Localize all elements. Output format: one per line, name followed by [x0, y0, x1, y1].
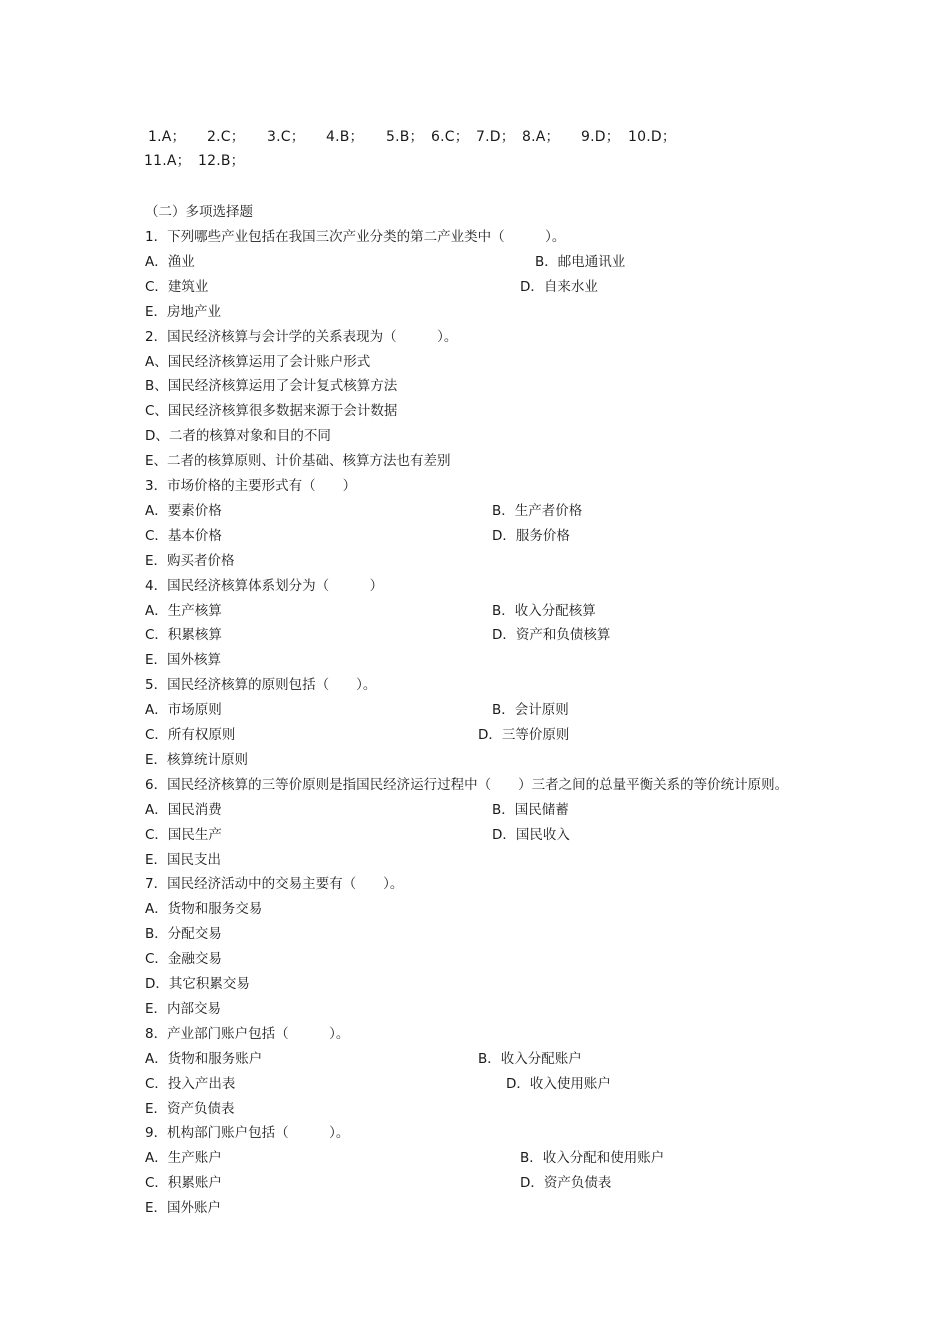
question-stem: 9．机构部门账户包括（ ）。 — [145, 1125, 350, 1142]
option-text: B．收入分配和使用账户 — [520, 1150, 665, 1167]
option-text: A、国民经济核算运用了会计账户形式 — [145, 353, 371, 370]
question-stem: 4．国民经济核算体系划分为（ ） — [145, 577, 384, 594]
section-title: （二）多项选择题 — [145, 204, 253, 220]
option-text: E．国民支出 — [145, 851, 222, 868]
option-text: D．资产负债表 — [520, 1175, 612, 1192]
option-text: E．核算统计原则 — [145, 751, 249, 768]
option-text: C．所有权原则 — [145, 727, 236, 743]
option-text: D．三等价原则 — [478, 727, 570, 743]
answer-item: 4.B； — [326, 129, 364, 145]
option-text: D．资产和负债核算 — [492, 627, 611, 644]
option-text: C．投入产出表 — [145, 1075, 236, 1092]
option-text: E．国外账户 — [145, 1200, 222, 1217]
option-text: E．购买者价格 — [145, 552, 235, 569]
answer-item: 8.A； — [522, 129, 560, 145]
option-text: A．要素价格 — [145, 502, 222, 519]
option-text: A．货物和服务交易 — [145, 901, 263, 918]
answer-item: 7.D； — [476, 129, 515, 145]
option-text: C．基本价格 — [145, 527, 222, 544]
option-text: C．建筑业 — [145, 278, 209, 295]
option-text: B．生产者价格 — [492, 502, 583, 519]
option-text: D．其它积累交易 — [145, 976, 250, 992]
option-text: A．货物和服务账户 — [145, 1050, 263, 1067]
answer-item: 5.B； — [386, 129, 424, 145]
option-text: C、国民经济核算很多数据来源于会计数据 — [145, 403, 398, 420]
answer-item: 6.C； — [431, 129, 469, 145]
option-text: B．会计原则 — [492, 702, 569, 719]
option-text: A．生产核算 — [145, 602, 222, 619]
option-text: D．自来水业 — [520, 278, 598, 295]
answer-item: 11.A； — [144, 153, 191, 169]
option-text: E．内部交易 — [145, 1000, 222, 1017]
option-text: B、国民经济核算运用了会计复式核算方法 — [145, 378, 398, 395]
answer-item: 2.C； — [207, 129, 245, 145]
option-text: A．渔业 — [145, 253, 195, 270]
answer-item: 1.A； — [148, 129, 186, 145]
answer-item: 3.C； — [267, 129, 305, 145]
option-text: E．资产负债表 — [145, 1100, 235, 1117]
answer-item: 9.D； — [581, 129, 620, 145]
option-text: D、二者的核算对象和目的不同 — [145, 428, 331, 445]
option-text: B．分配交易 — [145, 926, 222, 943]
question-stem: 7．国民经济活动中的交易主要有（ ）。 — [145, 876, 404, 893]
option-text: E．国外核算 — [145, 652, 222, 669]
question-stem: 3．市场价格的主要形式有（ ） — [145, 478, 357, 494]
option-text: D．收入使用账户 — [506, 1075, 611, 1092]
option-text: D．服务价格 — [492, 527, 570, 544]
option-text: B．收入分配核算 — [492, 602, 596, 619]
option-text: B．收入分配账户 — [478, 1050, 582, 1067]
option-text: D．国民收入 — [492, 826, 570, 843]
question-stem: 8．产业部门账户包括（ ）。 — [145, 1025, 350, 1042]
option-text: A．生产账户 — [145, 1150, 222, 1167]
option-text: C．积累账户 — [145, 1175, 222, 1192]
option-text: C．积累核算 — [145, 627, 222, 644]
answer-item: 10.D； — [628, 129, 677, 145]
option-text: E、二者的核算原则、计价基础、核算方法也有差别 — [145, 453, 451, 470]
option-text: A．国民消费 — [145, 801, 222, 818]
answer-item: 12.B； — [198, 153, 245, 169]
option-text: A．市场原则 — [145, 702, 222, 719]
option-text: B．邮电通讯业 — [535, 253, 626, 270]
question-stem: 6．国民经济核算的三等价原则是指国民经济运行过程中（ ）三者之间的总量平衡关系的等价统计原则。 — [145, 776, 789, 793]
question-stem: 5．国民经济核算的原则包括（ ）。 — [145, 677, 377, 694]
option-text: C．金融交易 — [145, 951, 222, 968]
question-stem: 2．国民经济核算与会计学的关系表现为（ ）。 — [145, 328, 458, 345]
question-stem: 1．下列哪些产业包括在我国三次产业分类的第二产业类中（ ）。 — [145, 229, 566, 245]
option-text: C．国民生产 — [145, 826, 222, 843]
option-text: B．国民储蓄 — [492, 801, 569, 818]
option-text: E．房地产业 — [145, 303, 222, 320]
